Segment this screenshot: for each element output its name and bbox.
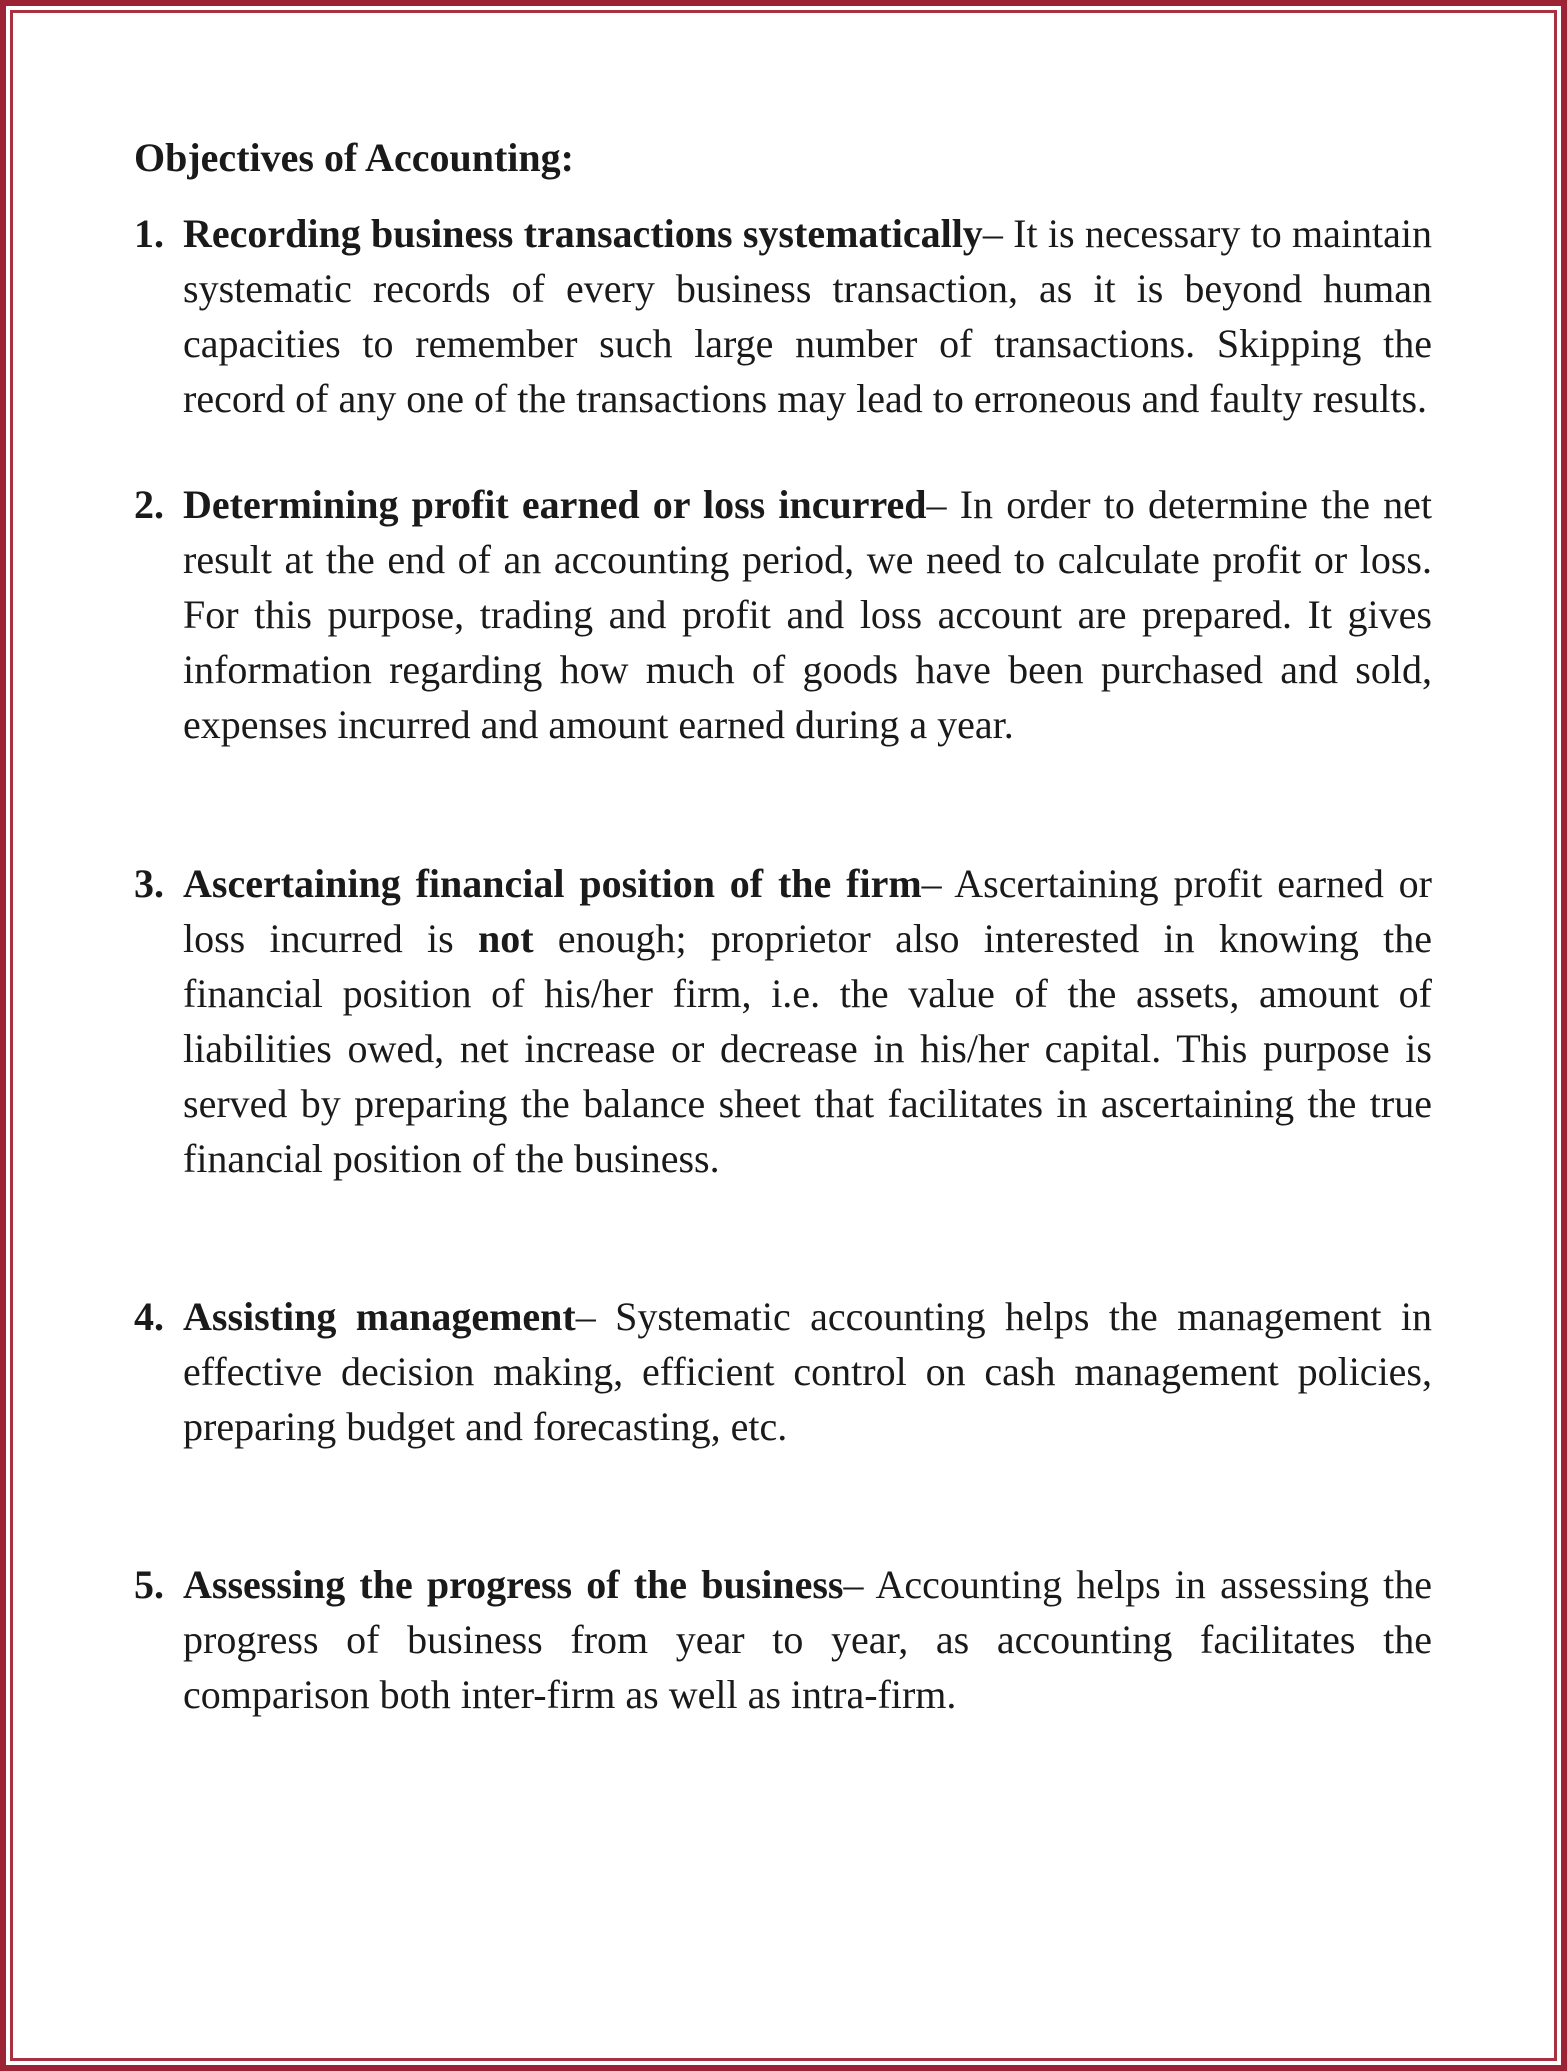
objective-number: 2.	[134, 482, 164, 527]
objective-item	[134, 856, 1432, 1186]
objective-term: Determining profit earned or loss incurred	[183, 482, 927, 527]
objective-item	[134, 1289, 1432, 1454]
objective-number: 4.	[134, 1294, 164, 1339]
objective-item	[134, 1557, 1432, 1722]
objective-number: 3.	[134, 861, 164, 906]
objective-term: Assessing the progress of the business	[183, 1562, 844, 1607]
objective-separator: –	[982, 211, 1014, 256]
objective-separator: –	[926, 482, 960, 527]
objective-item	[134, 477, 1432, 752]
objective-separator: –	[921, 861, 955, 906]
objective-text: It is necessary to maintain systematic records of every business transaction, as it is beyond human capacities to remember such large number of transactions. Skipping the record of any one of the transactions may lead to erroneous and faulty results.	[183, 211, 1433, 421]
objective-separator: –	[843, 1562, 876, 1607]
objective-number: 1.	[134, 211, 164, 256]
objective-text: Ascertaining profit earned or loss incurred is	[183, 861, 1432, 961]
document-content	[134, 130, 1432, 1722]
objective-number: 5.	[134, 1562, 164, 1607]
objective-term: Recording business transactions systematically	[183, 211, 983, 256]
objective-item	[134, 206, 1432, 426]
objective-text: In order to determine the net result at the end of an accounting period, we need to calculate profit or loss. For this purpose, trading and profit and loss account are prepared. It gives information regarding how much of goods have been purchased and sold, expenses incurred and amount earned during a year.	[183, 482, 1433, 747]
page-heading: Objectives of Accounting:	[134, 135, 574, 180]
objective-emphasis: not	[477, 916, 534, 961]
objective-separator: –	[575, 1294, 616, 1339]
objective-text: Systematic accounting helps the management in effective decision making, efficient control on cash management policies, preparing budget and forecasting, etc.	[183, 1294, 1432, 1449]
objective-text: enough; proprietor also interested in knowing the financial position of his/her firm, i.e. the value of the assets, amount of liabilities owed, net increase or decrease in his/her capital. This purpose is served by preparing the balance sheet that facilitates in ascertaining the true financial position of the business.	[183, 916, 1433, 1181]
objective-text: Accounting helps in assessing the progress of business from year to year, as accounting facilitates the comparison both inter-firm as well as intra-firm.	[183, 1562, 1432, 1717]
objective-term: Ascertaining financial position of the firm	[183, 861, 922, 906]
objective-term: Assisting management	[183, 1294, 576, 1339]
